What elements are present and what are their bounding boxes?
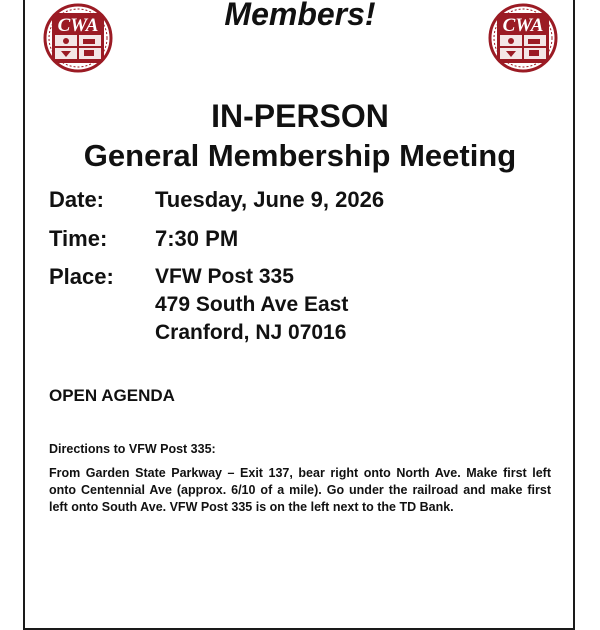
directions-text: From Garden State Parkway – Exit 137, bear right onto North Ave. Make first left onto Centennial Ave (approx. 6/10 of a mile). Go under the railroad and make first left onto South Ave. VFW Post 335 is on the left next to the TD Bank. [49, 466, 551, 514]
title-meeting: General Membership Meeting [83, 138, 517, 173]
place-address [155, 263, 348, 347]
date-label: Date: [49, 187, 105, 212]
time-row [49, 225, 238, 253]
date-row [49, 186, 384, 214]
headline: Members! [224, 0, 376, 32]
logo-left-text: CWA [57, 15, 99, 36]
logo-right-text: CWA [502, 15, 544, 36]
place-label: Place: [49, 264, 114, 289]
place-street: 479 South Ave East [155, 293, 349, 316]
directions-title: Directions to VFW Post 335: [49, 442, 216, 456]
time-value: 7:30 PM [155, 226, 239, 251]
place-city: Cranford, NJ 07016 [155, 321, 347, 344]
place-name: VFW Post 335 [155, 265, 294, 288]
agenda-heading: OPEN AGENDA [49, 386, 175, 405]
time-label: Time: [49, 226, 108, 251]
title-in-person: IN-PERSON [211, 98, 389, 134]
date-value: Tuesday, June 9, 2026 [155, 187, 385, 212]
place-row [49, 263, 348, 347]
